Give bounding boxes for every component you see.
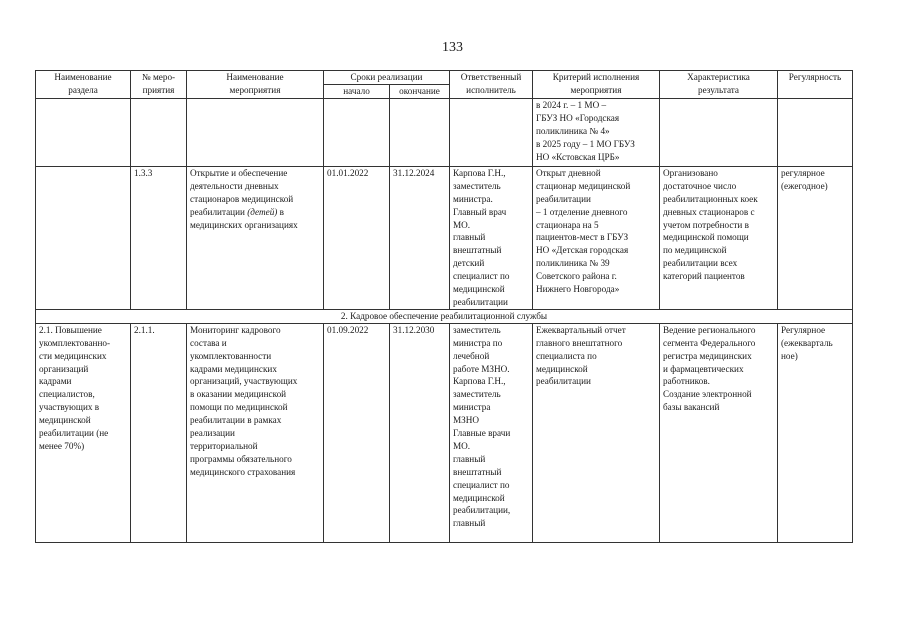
cell-criterion: Открыт дневной стационар медицинской реабилитации – 1 отделение дневного стационара на 5 пациентов-мест в ГБУЗ НО «Детская городская поликлиника № 39 Советского района г. Нижнего Новгорода» [533, 166, 660, 309]
cell-activity-number: 2.1.1. [131, 323, 187, 542]
header-terms: Сроки реализации [324, 71, 450, 85]
header-responsible: Ответственный исполнитель [450, 71, 533, 99]
header-activity-number: № меро- приятия [131, 71, 187, 99]
activities-table [35, 70, 853, 543]
table-row-1-3-3 [36, 166, 853, 309]
cell-activity-number: 1.3.3 [131, 166, 187, 309]
cell-start-date: 01.09.2022 [324, 323, 390, 542]
cell-empty [187, 98, 324, 166]
header-row-top [36, 71, 853, 85]
section-title: 2. Кадровое обеспечение реабилитационной службы [36, 309, 853, 323]
activity-name-tail: в медицинских организациях [190, 206, 298, 230]
cell-section [36, 166, 131, 309]
cell-empty [131, 98, 187, 166]
cell-regularity: Регулярное (ежекварталь ное) [778, 323, 853, 542]
header-criterion: Критерий исполнения мероприятия [533, 71, 660, 99]
cell-result: Организовано достаточное число реабилитационных коек дневных стационаров с учетом потребности в медицинской помощи по медицинской реабилитации всех категорий пациентов [660, 166, 778, 309]
activity-name-italic: (детей) [247, 206, 278, 217]
cell-activity-name [187, 166, 324, 309]
header-start: начало [324, 85, 390, 99]
cell-empty [324, 98, 390, 166]
cell-empty [778, 98, 853, 166]
page-number: 133 [442, 40, 463, 55]
header-end: окончание [390, 85, 450, 99]
cell-empty [36, 98, 131, 166]
cell-result: Ведение регионального сегмента Федерального регистра медицинских и фармацевтических работников. Создание электронной базы вакансий [660, 323, 778, 542]
header-activity-name: Наименование мероприятия [187, 71, 324, 99]
header-regularity: Регулярность [778, 71, 853, 99]
cell-criterion: в 2024 г. – 1 МО – ГБУЗ НО «Городская поликлиника № 4» в 2025 году – 1 МО ГБУЗ НО «Кстовская ЦРБ» [533, 98, 660, 166]
table-row-2-1-1 [36, 323, 853, 542]
cell-responsible: заместитель министра по лечебной работе МЗНО. Карпова Г.Н., заместитель министра МЗНО Главные врачи МО. главный внештатный специалист по медицинской реабилитации, главный [450, 323, 533, 542]
cell-regularity: регулярное (ежегодное) [778, 166, 853, 309]
cell-end-date: 31.12.2030 [390, 323, 450, 542]
activity-name-text: Открытие и обеспечение деятельности дневных стационаров медицинской реабилитации [190, 167, 294, 217]
cell-criterion: Ежеквартальный отчет главного внештатного специалиста по медицинской реабилитации [533, 323, 660, 542]
cell-start-date: 01.01.2022 [324, 166, 390, 309]
cell-empty [450, 98, 533, 166]
header-result: Характеристика результата [660, 71, 778, 99]
cell-section: 2.1. Повышение укомплектованно- сти медицинских организаций кадрами специалистов, участвующих в медицинской реабилитации (не менее 70%) [36, 323, 131, 542]
cell-empty [390, 98, 450, 166]
header-section-name: Наименование раздела [36, 71, 131, 99]
cell-activity-name: Мониторинг кадрового состава и укомплектованности кадрами медицинских организаций, участвующих в оказании медицинской помощи по медицинской реабилитации в рамках реализации территориальной программы обязательного медицинского страхования [187, 323, 324, 542]
table-row-continuation [36, 98, 853, 166]
cell-responsible: Карпова Г.Н., заместитель министра. Главный врач МО. главный внештатный детский специалист по медицинской реабилитации [450, 166, 533, 309]
section-row-2 [36, 309, 853, 323]
cell-empty [660, 98, 778, 166]
cell-end-date: 31.12.2024 [390, 166, 450, 309]
